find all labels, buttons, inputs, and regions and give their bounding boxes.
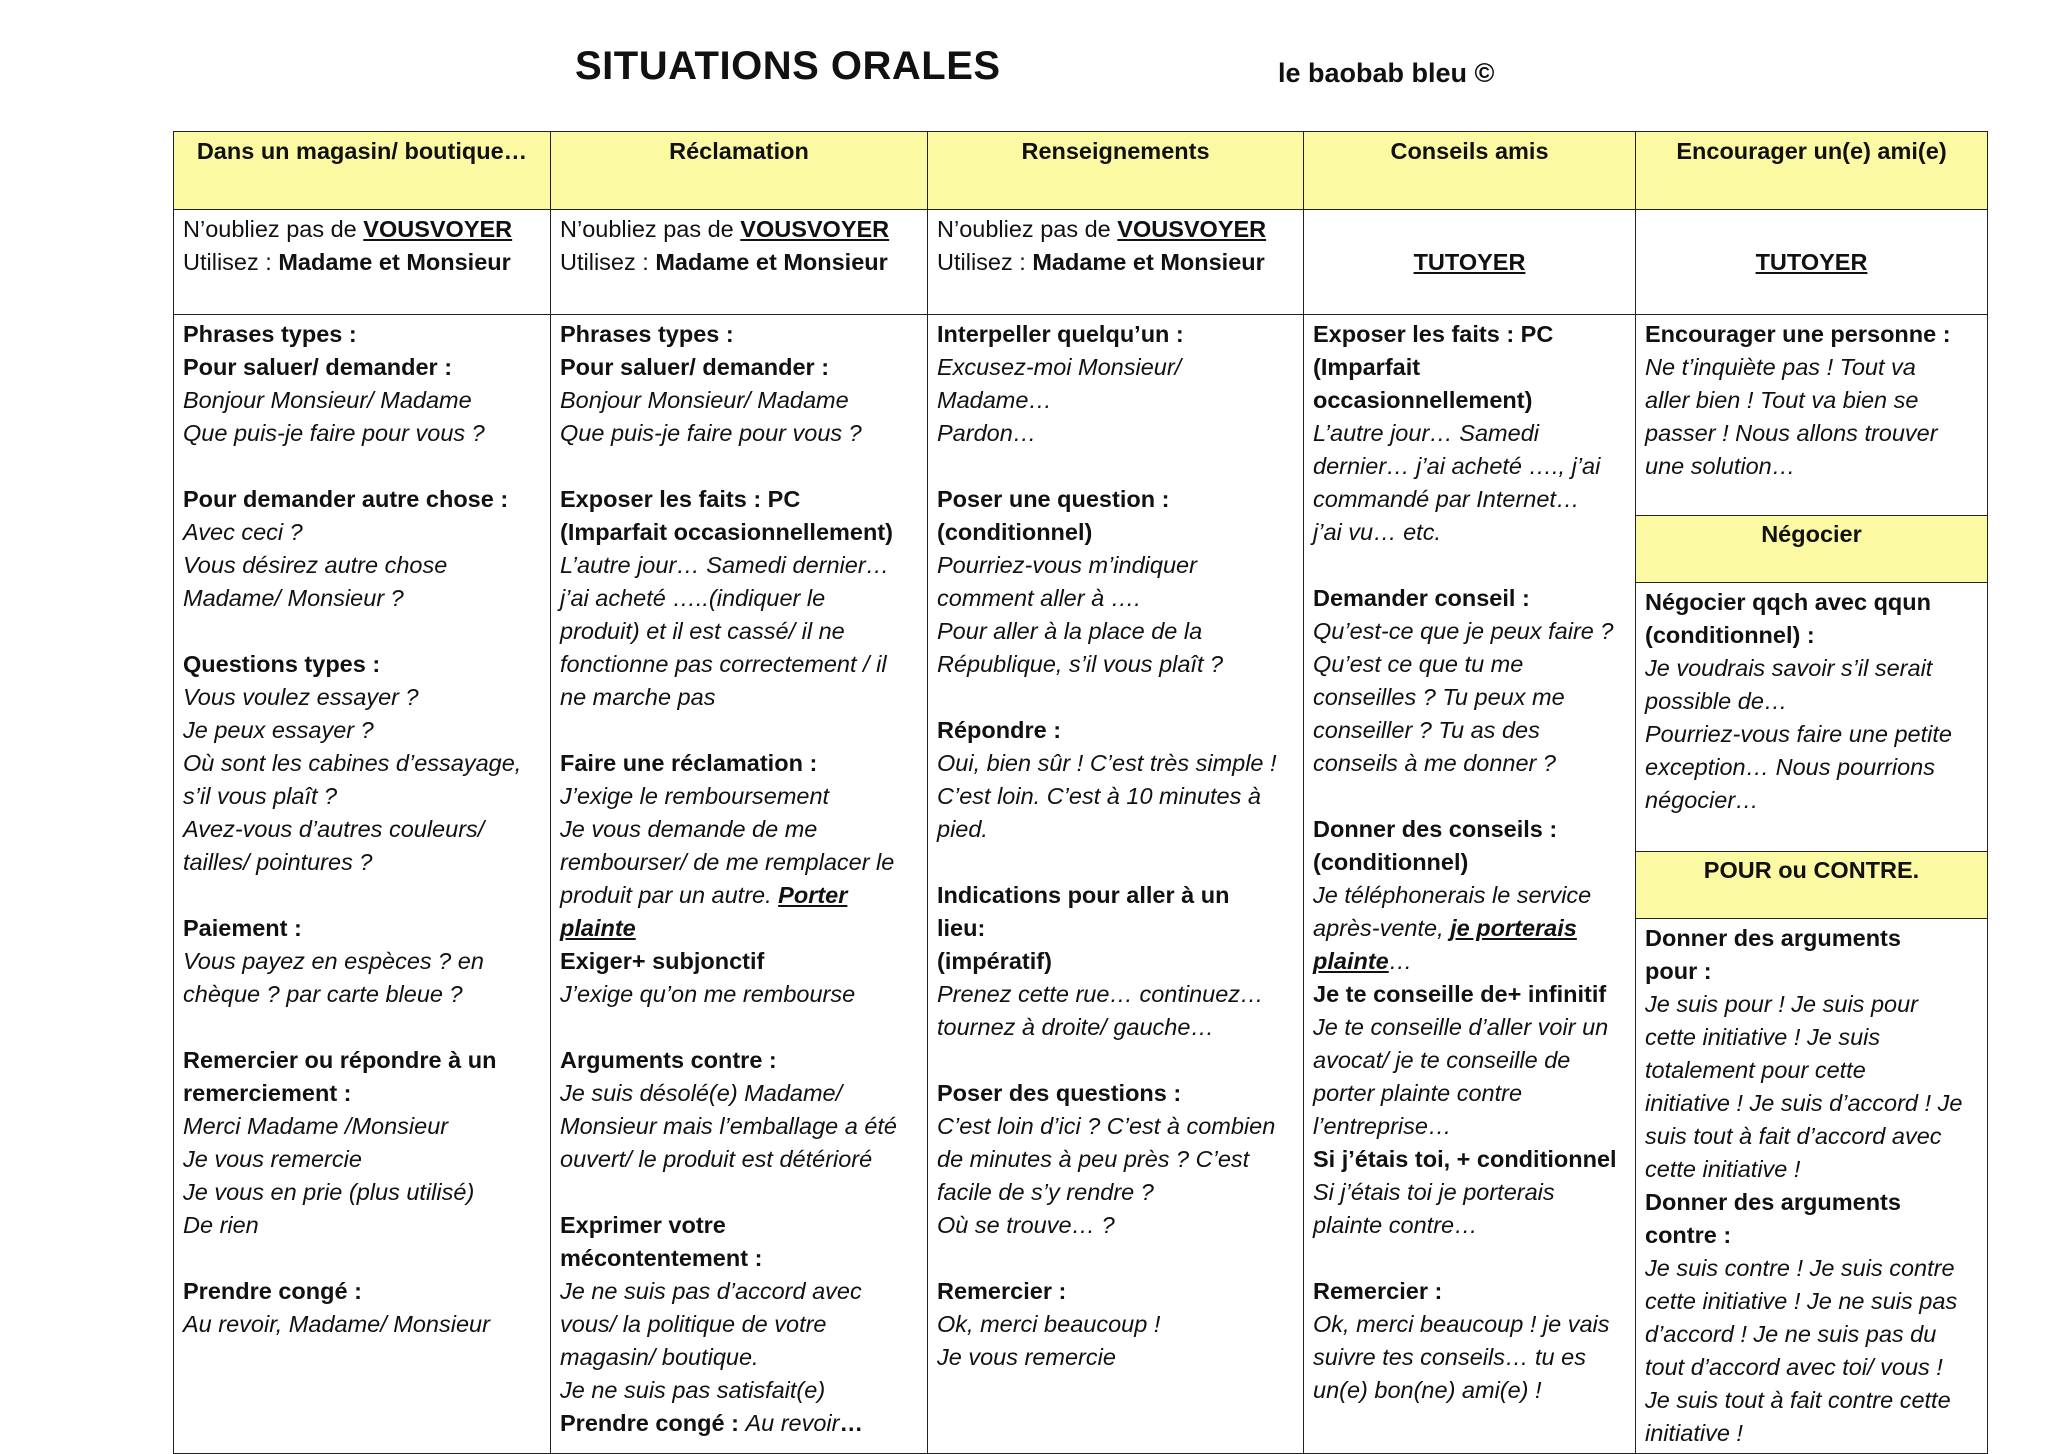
phrase: C’est loin d’ici ? C’est à combien [937, 1113, 1276, 1139]
heading: Exprimer votre [560, 1212, 726, 1238]
vous-word: VOUSVOYER [1117, 216, 1267, 242]
heading: Phrases types : [560, 321, 734, 347]
porterais-emphasis: je porterais [1450, 915, 1577, 941]
phrase-part: après-vente, [1313, 915, 1451, 941]
phrase: L’autre jour… Samedi [1313, 420, 1539, 446]
section-encourager [1636, 315, 1987, 516]
phrase: Si j’étais toi je porterais [1313, 1179, 1555, 1205]
heading: (Imparfait [1313, 354, 1421, 380]
phrase: République, s’il vous plaît ? [937, 651, 1224, 677]
utilisez-label: Utilisez : [560, 249, 656, 275]
phrase: Bonjour Monsieur/ Madame [183, 387, 472, 413]
heading: contre : [1645, 1222, 1732, 1248]
content-encourager [1636, 315, 1988, 1454]
phrase: comment aller à …. [937, 585, 1141, 611]
heading: Je te conseille de+ infinitif [1313, 981, 1607, 1007]
phrase: passer ! Nous allons trouver [1645, 420, 1938, 446]
col-header-magasin: Dans un magasin/ boutique… [174, 132, 551, 210]
phrase: tournez à droite/ gauche… [937, 1014, 1214, 1040]
phrase: Merci Madame /Monsieur [183, 1113, 449, 1139]
phrase: l’entreprise… [1313, 1113, 1452, 1139]
phrase: Pour aller à la place de la [937, 618, 1203, 644]
phrase: Pardon… [937, 420, 1037, 446]
phrase: J’exige le remboursement [560, 783, 830, 809]
phrase: conseils à me donner ? [1313, 750, 1556, 776]
heading: Prendre congé : [183, 1278, 362, 1304]
phrase: Je suis contre ! Je suis contre [1645, 1255, 1955, 1281]
col-header-renseignements: Renseignements [928, 132, 1304, 210]
phrase: conseiller ? Tu as des [1313, 717, 1540, 743]
phrase: Madame… [937, 387, 1052, 413]
heading: Pour demander autre chose : [183, 486, 509, 512]
phrase: Je vous remercie [937, 1344, 1116, 1370]
phrase: Pourriez-vous faire une petite [1645, 721, 1952, 747]
col-header-reclamation: Réclamation [551, 132, 928, 210]
phrase: plainte contre… [1313, 1212, 1478, 1238]
header-row [174, 132, 1988, 210]
phrase: cette initiative ! Je ne suis pas [1645, 1288, 1958, 1314]
phrase: chèque ? par carte bleue ? [183, 981, 463, 1007]
phrase: Monsieur mais l’emballage a été [560, 1113, 897, 1139]
phrase: Vous désirez autre chose [183, 552, 448, 578]
phrase: s’il vous plaît ? [183, 783, 338, 809]
phrase-part: produit par un autre. [560, 882, 779, 908]
phrase: Qu’est ce que tu me [1313, 651, 1524, 677]
phrase [1313, 912, 1626, 945]
brand-credit: le baobab bleu © [1278, 58, 1495, 88]
phrase: Bonjour Monsieur/ Madame [560, 387, 849, 413]
heading: occasionnellement) [1313, 387, 1533, 413]
madame-monsieur: Madame et Monsieur [1032, 249, 1265, 275]
utilisez-label: Utilisez : [183, 249, 279, 275]
phrase: commandé par Internet… [1313, 486, 1580, 512]
phrase: Je peux essayer ? [183, 717, 374, 743]
phrase: Je ne suis pas satisfait(e) [560, 1377, 826, 1403]
heading: Phrases types : [183, 321, 357, 347]
phrase: vous/ la politique de votre [560, 1311, 827, 1337]
phrase: aller bien ! Tout va bien se [1645, 387, 1919, 413]
formality-cell-1 [174, 210, 551, 315]
phrase: Excusez-moi Monsieur/ [937, 354, 1182, 380]
phrase: Ok, merci beaucoup ! [937, 1311, 1161, 1337]
tutoyer-label: TUTOYER [1755, 249, 1868, 275]
heading: Répondre : [937, 717, 1062, 743]
col-header-conseils: Conseils amis [1304, 132, 1636, 210]
phrase: magasin/ boutique. [560, 1344, 759, 1370]
content-reclamation [551, 315, 928, 1454]
phrase: initiative ! [1645, 1420, 1743, 1446]
heading: Prendre congé : [560, 1410, 746, 1436]
phrase: Madame/ Monsieur ? [183, 585, 404, 611]
formality-cell-2 [551, 210, 928, 315]
vous-prefix: N’oubliez pas de [560, 216, 741, 242]
tutoyer-label: TUTOYER [1413, 249, 1526, 275]
formality-cell-3 [928, 210, 1304, 315]
content-conseils [1304, 315, 1636, 1454]
phrase: J’exige qu’on me rembourse [560, 981, 856, 1007]
phrase: Où sont les cabines d’essayage, [183, 750, 522, 776]
phrase: de minutes à peu près ? C’est [937, 1146, 1250, 1172]
heading: Interpeller quelqu’un : [937, 321, 1184, 347]
phrase: Ok, merci beaucoup ! je vais [1313, 1311, 1610, 1337]
phrase: Avez-vous d’autres couleurs/ [183, 816, 485, 842]
phrase: tailles/ pointures ? [183, 849, 373, 875]
vous-prefix: N’oubliez pas de [183, 216, 364, 242]
section-header-pour-contre: POUR ou CONTRE. [1636, 852, 1987, 919]
plainte-emphasis: plainte [1313, 948, 1389, 974]
madame-monsieur: Madame et Monsieur [278, 249, 511, 275]
phrase: un(e) bon(ne) ami(e) ! [1313, 1377, 1542, 1403]
phrase: cette initiative ! Je suis [1645, 1024, 1881, 1050]
heading: Donner des arguments [1645, 925, 1901, 951]
phrase: cette initiative ! [1645, 1156, 1801, 1182]
heading: (conditionnel) [937, 519, 1093, 545]
phrase: ne marche pas [560, 684, 716, 710]
section-negocier [1636, 583, 1987, 852]
heading: (impératif) [937, 948, 1052, 974]
phrase: initiative ! Je suis d’accord ! Je [1645, 1090, 1963, 1116]
heading: lieu: [937, 915, 986, 941]
phrase: Je suis tout à fait contre cette [1645, 1387, 1951, 1413]
phrase: Avec ceci ? [183, 519, 303, 545]
phrase: Je ne suis pas d’accord avec [560, 1278, 862, 1304]
heading: Pour saluer/ demander : [183, 354, 453, 380]
heading: Indications pour aller à un [937, 882, 1230, 908]
phrase: Que puis-je faire pour vous ? [560, 420, 862, 446]
heading: mécontentement : [560, 1245, 763, 1271]
heading: Questions types : [183, 651, 381, 677]
heading: Négocier qqch avec qqun [1645, 589, 1931, 615]
phrase: Ne t’inquiète pas ! Tout va [1645, 354, 1916, 380]
heading: Donner des conseils : [1313, 816, 1558, 842]
phrase: pied. [937, 816, 988, 842]
heading: (conditionnel) : [1645, 622, 1815, 648]
heading: Remercier : [1313, 1278, 1443, 1304]
content-row [174, 315, 1988, 1454]
vous-word: VOUSVOYER [740, 216, 890, 242]
vous-prefix: N’oubliez pas de [937, 216, 1118, 242]
heading: Demander conseil : [1313, 585, 1530, 611]
heading: Faire une réclamation : [560, 750, 818, 776]
vous-word: VOUSVOYER [363, 216, 513, 242]
phrase: Prenez cette rue… continuez… [937, 981, 1264, 1007]
phrase: une solution… [1645, 453, 1796, 479]
phrase: Au revoir [745, 1410, 840, 1436]
section-header-negocier: Négocier [1636, 516, 1987, 583]
heading: pour : [1645, 958, 1712, 984]
heading: (Imparfait occasionnellement) [560, 519, 893, 545]
page-title: SITUATIONS ORALES [575, 44, 1001, 88]
phrase: facile de s’y rendre ? [937, 1179, 1154, 1205]
porter-emphasis: Porter [778, 882, 848, 908]
phrase: Je suis désolé(e) Madame/ [560, 1080, 843, 1106]
phrase: Je vous en prie (plus utilisé) [183, 1179, 475, 1205]
phrase: Je voudrais savoir s’il serait [1645, 655, 1933, 681]
heading: Exposer les faits : PC [1313, 321, 1554, 347]
phrase: Oui, bien sûr ! C’est très simple ! [937, 750, 1277, 776]
phrase: De rien [183, 1212, 259, 1238]
phrase-ellipsis: … [839, 1410, 863, 1436]
heading: Exposer les faits : PC [560, 486, 801, 512]
phrase: exception… Nous pourrions [1645, 754, 1935, 780]
heading: Poser une question : [937, 486, 1170, 512]
phrase: porter plainte contre [1313, 1080, 1523, 1106]
phrase: fonctionne pas correctement / il [560, 651, 887, 677]
col-header-encourager: Encourager un(e) ami(e) [1636, 132, 1988, 210]
phrase: Où se trouve… ? [937, 1212, 1115, 1238]
heading: (conditionnel) [1313, 849, 1469, 875]
phrase-ellipsis: … [1388, 948, 1413, 974]
heading: remerciement : [183, 1080, 352, 1106]
phrase: Pourriez-vous m’indiquer [937, 552, 1197, 578]
phrase: L’autre jour… Samedi dernier… [560, 552, 890, 578]
heading: Poser des questions : [937, 1080, 1182, 1106]
heading: Si j’étais toi, + conditionnel [1313, 1146, 1617, 1172]
formality-cell-5 [1636, 210, 1988, 315]
phrase: Je téléphonerais le service [1313, 882, 1592, 908]
heading: Donner des arguments [1645, 1189, 1901, 1215]
phrase: Qu’est-ce que je peux faire ? [1313, 618, 1614, 644]
phrase: d’accord ! Je ne suis pas du [1645, 1321, 1937, 1347]
phrase [560, 879, 918, 912]
situations-table [173, 131, 1988, 1454]
phrase: conseilles ? Tu peux me [1313, 684, 1565, 710]
plainte-emphasis: plainte [560, 915, 636, 941]
phrase: possible de… [1645, 688, 1788, 714]
heading: Arguments contre : [560, 1047, 777, 1073]
phrase: dernier… j’ai acheté …., j’ai [1313, 453, 1601, 479]
phrase: Vous payez en espèces ? en [183, 948, 484, 974]
phrase: totalement pour cette [1645, 1057, 1866, 1083]
phrase: négocier… [1645, 787, 1759, 813]
heading: Pour saluer/ demander : [560, 354, 830, 380]
content-renseignements [928, 315, 1304, 1454]
phrase: j’ai acheté …..(indiquer le [560, 585, 826, 611]
heading: Remercier : [937, 1278, 1067, 1304]
heading: Paiement : [183, 915, 302, 941]
phrase: Je suis pour ! Je suis pour [1645, 991, 1918, 1017]
phrase: Vous voulez essayer ? [183, 684, 419, 710]
phrase: ouvert/ le produit est détérioré [560, 1146, 873, 1172]
phrase: suivre tes conseils… tu es [1313, 1344, 1586, 1370]
phrase: Au revoir, Madame/ Monsieur [183, 1311, 490, 1337]
content-magasin [174, 315, 551, 1454]
phrase: Je vous demande de me [560, 816, 818, 842]
madame-monsieur: Madame et Monsieur [655, 249, 888, 275]
section-pour-contre [1636, 919, 1987, 1453]
phrase: produit) et il est cassé/ il ne [560, 618, 845, 644]
heading: Exiger+ subjonctif [560, 948, 765, 974]
formality-row [174, 210, 1988, 315]
phrase: Je vous remercie [183, 1146, 362, 1172]
heading: Remercier ou répondre à un [183, 1047, 497, 1073]
phrase: C’est loin. C’est à 10 minutes à [937, 783, 1261, 809]
phrase: suis tout à fait d’accord avec [1645, 1123, 1942, 1149]
phrase: tout d’accord avec toi/ vous ! [1645, 1354, 1943, 1380]
formality-cell-4 [1304, 210, 1636, 315]
phrase [1313, 945, 1626, 978]
phrase: Je te conseille d’aller voir un [1313, 1014, 1609, 1040]
phrase: rembourser/ de me remplacer le [560, 849, 895, 875]
phrase: Que puis-je faire pour vous ? [183, 420, 485, 446]
utilisez-label: Utilisez : [937, 249, 1033, 275]
heading: Encourager une personne : [1645, 321, 1951, 347]
phrase: avocat/ je te conseille de [1313, 1047, 1571, 1073]
phrase: j’ai vu… etc. [1313, 519, 1441, 545]
